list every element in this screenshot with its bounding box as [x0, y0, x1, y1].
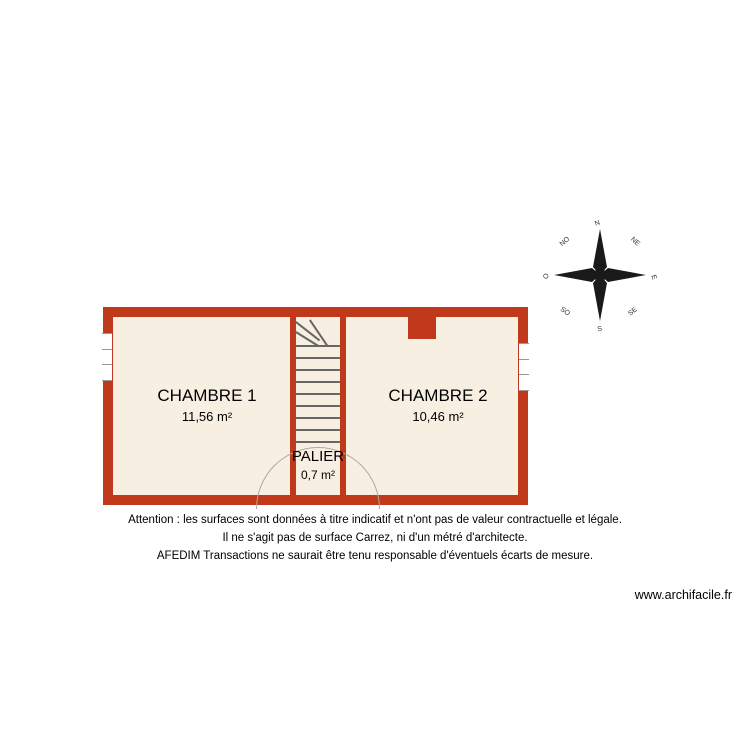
compass-label-se: SE	[627, 306, 639, 318]
compass-label-n: N	[593, 219, 602, 228]
room-label-palier	[273, 447, 363, 483]
window-left	[102, 333, 112, 381]
compass-label-w: O	[542, 272, 551, 281]
compass-label-sw: SO	[558, 306, 572, 318]
window-right	[519, 343, 529, 391]
compass-rose-icon	[540, 215, 660, 335]
disclaimer-line-1: Attention : les surfaces sont données à titre indicatif et n'ont pas de valeur contractuelle et légale.	[128, 514, 622, 526]
floor-plan	[103, 307, 528, 505]
room-label-chambre-1	[123, 385, 291, 425]
room-area: 11,56 m²	[181, 408, 233, 424]
disclaimer-line-3: AFEDIM Transactions ne saurait être tenu responsable d'éventuels écarts de mesure.	[156, 549, 594, 562]
room-name: CHAMBRE 1	[157, 386, 257, 405]
disclaimer-line-2: Il ne s'agit pas de surface Carrez, ni d'un métré d'architecte.	[222, 531, 528, 544]
compass-label-e: E	[649, 274, 658, 281]
staircase	[296, 317, 340, 442]
room-area: 0,7 m²	[300, 468, 335, 483]
room-name: CHAMBRE 2	[388, 386, 488, 405]
room-name: PALIER	[291, 448, 345, 465]
room-area: 10,46 m²	[412, 408, 464, 424]
compass-label-nw: NO	[558, 235, 572, 248]
wall-opening-top	[408, 317, 436, 339]
compass-label-s: S	[596, 325, 603, 334]
room-label-chambre-2	[348, 385, 528, 425]
disclaimer-text	[0, 512, 750, 565]
site-url: www.archifacile.fr	[634, 588, 732, 602]
compass-label-ne: NE	[629, 236, 641, 248]
